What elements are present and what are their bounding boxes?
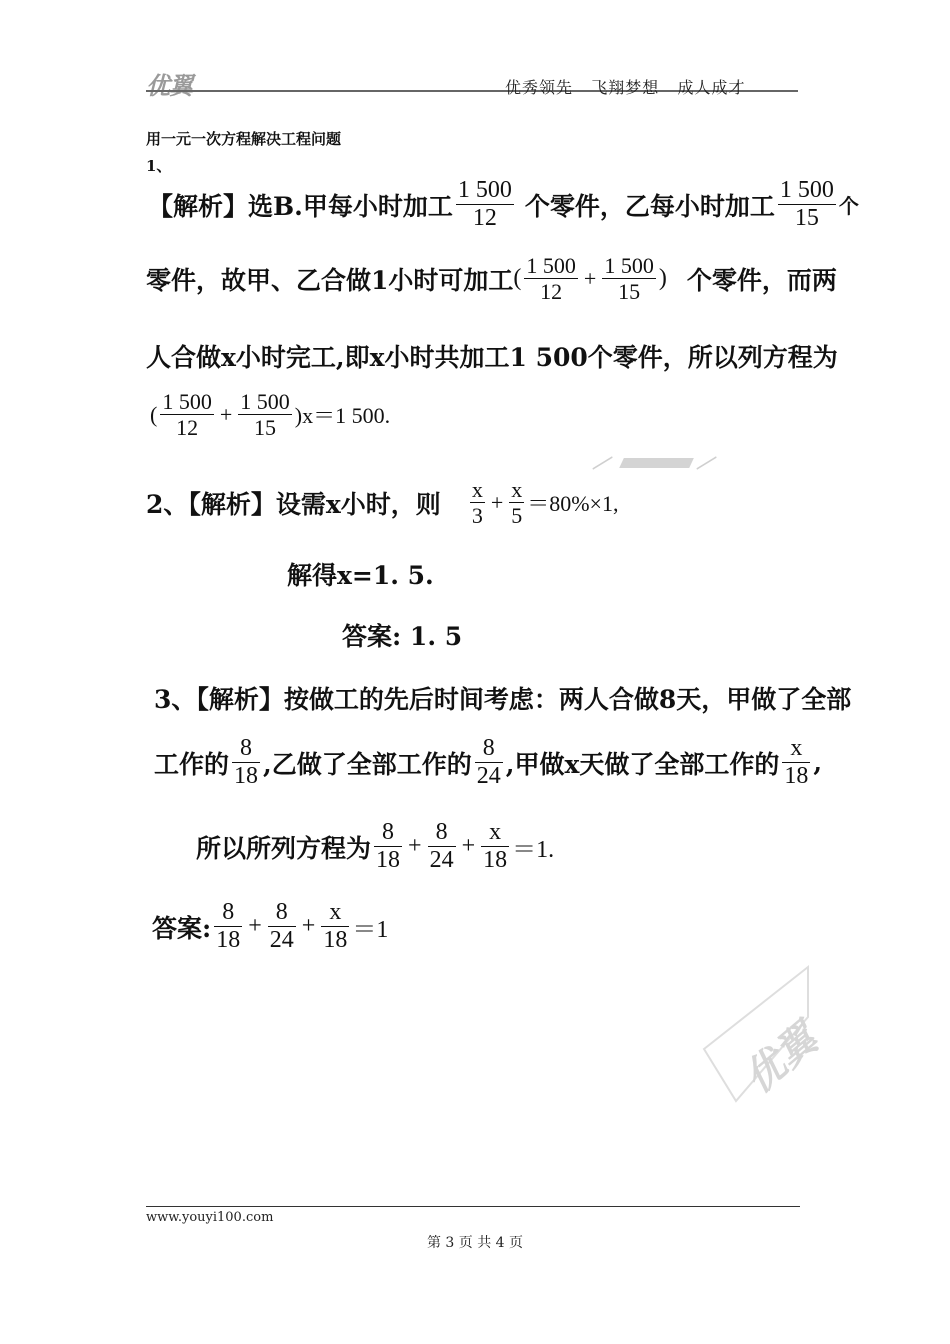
q2-text: 2、【解析】设需x小时，则 <box>146 489 441 519</box>
q3-text: 所以所列方程为 <box>196 833 372 863</box>
fraction-8-24: $\frac{8}{24}$ <box>429 819 454 874</box>
fraction-1500-15: $\frac{1 500}{15}$ <box>779 177 834 232</box>
q1-text: 个零件，而两 <box>686 265 837 295</box>
page-number: 第 3 页 共 4 页 <box>426 1235 524 1251</box>
fraction-8-24: $\frac{8}{24}$ <box>476 735 501 790</box>
q3-text: ,甲做x天做了全部工作的 <box>505 749 780 779</box>
q3-text: ,乙做了全部工作的 <box>263 749 472 779</box>
q1-text: 人合做x小时完工,即x小时共加工1 500个零件，所以列方程为 <box>146 343 838 372</box>
q1-text: 个 <box>838 194 859 219</box>
fraction-8-24: $\frac{8}{24}$ <box>269 899 294 954</box>
q1-line-3 <box>146 338 838 374</box>
fraction-1500-12: $\frac{1 500}{12}$ <box>162 389 212 441</box>
q1-line-2: 零件，故甲、乙合做1小时可加工 ( $\frac{1 500}{12}$ + $\frac{1 500}{15}$ ) 个零件，而两 <box>146 253 837 305</box>
q3-answer: 答案: $\frac{8}{18}$ + $\frac{8}{24}$ + $\frac{x}{18}$ ＝1 <box>152 899 389 954</box>
q2-solve: 解得x=1. 5. <box>287 561 434 590</box>
q3-line-1 <box>154 680 851 716</box>
fraction-1500-15: $\frac{1 500}{15}$ <box>240 389 290 441</box>
q3-text: 3、【解析】按做工的先后时间考虑：两人合做8天，甲做了全部 <box>154 685 852 714</box>
fraction-x-5: $\frac{x}{5}$ <box>511 477 523 529</box>
header-slogan: 优秀领先 飞翔梦想 成人成才 <box>505 78 746 97</box>
q1-line-1 <box>148 178 859 231</box>
q3-text: 答案: <box>152 913 212 943</box>
fraction-x-3: $\frac{x}{3}$ <box>471 477 483 529</box>
fraction-x-18: $\frac{x}{18}$ <box>784 735 809 790</box>
svg-text:优翼: 优翼 <box>735 1015 827 1103</box>
watermark-stripe <box>593 455 718 469</box>
q1-equation: ( $\frac{1 500}{12}$ + $\frac{1 500}{15}$ )x＝1 500. <box>150 389 391 441</box>
q1-label: 1、 <box>146 157 172 175</box>
doc-title: 用一元一次方程解决工程问题 <box>146 130 342 148</box>
q3-text: 工作的 <box>154 749 230 779</box>
fraction-8-18: $\frac{8}{18}$ <box>216 899 241 954</box>
fraction-x-18: $\frac{x}{18}$ <box>323 899 348 954</box>
q3-line-2: 工作的 $\frac{8}{18}$ ,乙做了全部工作的 $\frac{8}{24}$ ,甲做x天做了全部工作的 $\frac{x}{18}$ , <box>154 735 823 790</box>
fraction-8-18: $\frac{8}{18}$ <box>376 819 401 874</box>
watermark-logo <box>700 965 827 1105</box>
q2-answer: 答案: 1. 5 <box>342 622 463 651</box>
q1-text: 【解析】选B.甲每小时加工 <box>148 191 453 221</box>
q2-line-1: 2、【解析】设需x小时，则 $\frac{x}{3}$ + $\frac{x}{5}$ ＝80%×1, <box>146 477 619 529</box>
fraction-1500-12: $\frac{1 500}{12}$ <box>526 253 576 305</box>
fraction-8-18: $\frac{8}{18}$ <box>234 735 259 790</box>
footer-rule <box>146 1206 800 1207</box>
fraction-1500-15: $\frac{1 500}{15}$ <box>604 253 654 305</box>
q1-text: 零件，故甲、乙合做1小时可加工 <box>146 265 514 295</box>
q1-text: 个零件，乙每小时加工 <box>524 191 775 221</box>
fraction-x-18: $\frac{x}{18}$ <box>483 819 508 874</box>
footer-url[interactable]: www.youyi100.com <box>146 1210 274 1225</box>
logo: 优翼 <box>146 72 192 100</box>
fraction-1500-12: $\frac{1 500}{12}$ <box>457 177 512 232</box>
q3-equation: 所以所列方程为 $\frac{8}{18}$ + $\frac{8}{24}$ + $\frac{x}{18}$ ＝1. <box>196 819 555 874</box>
